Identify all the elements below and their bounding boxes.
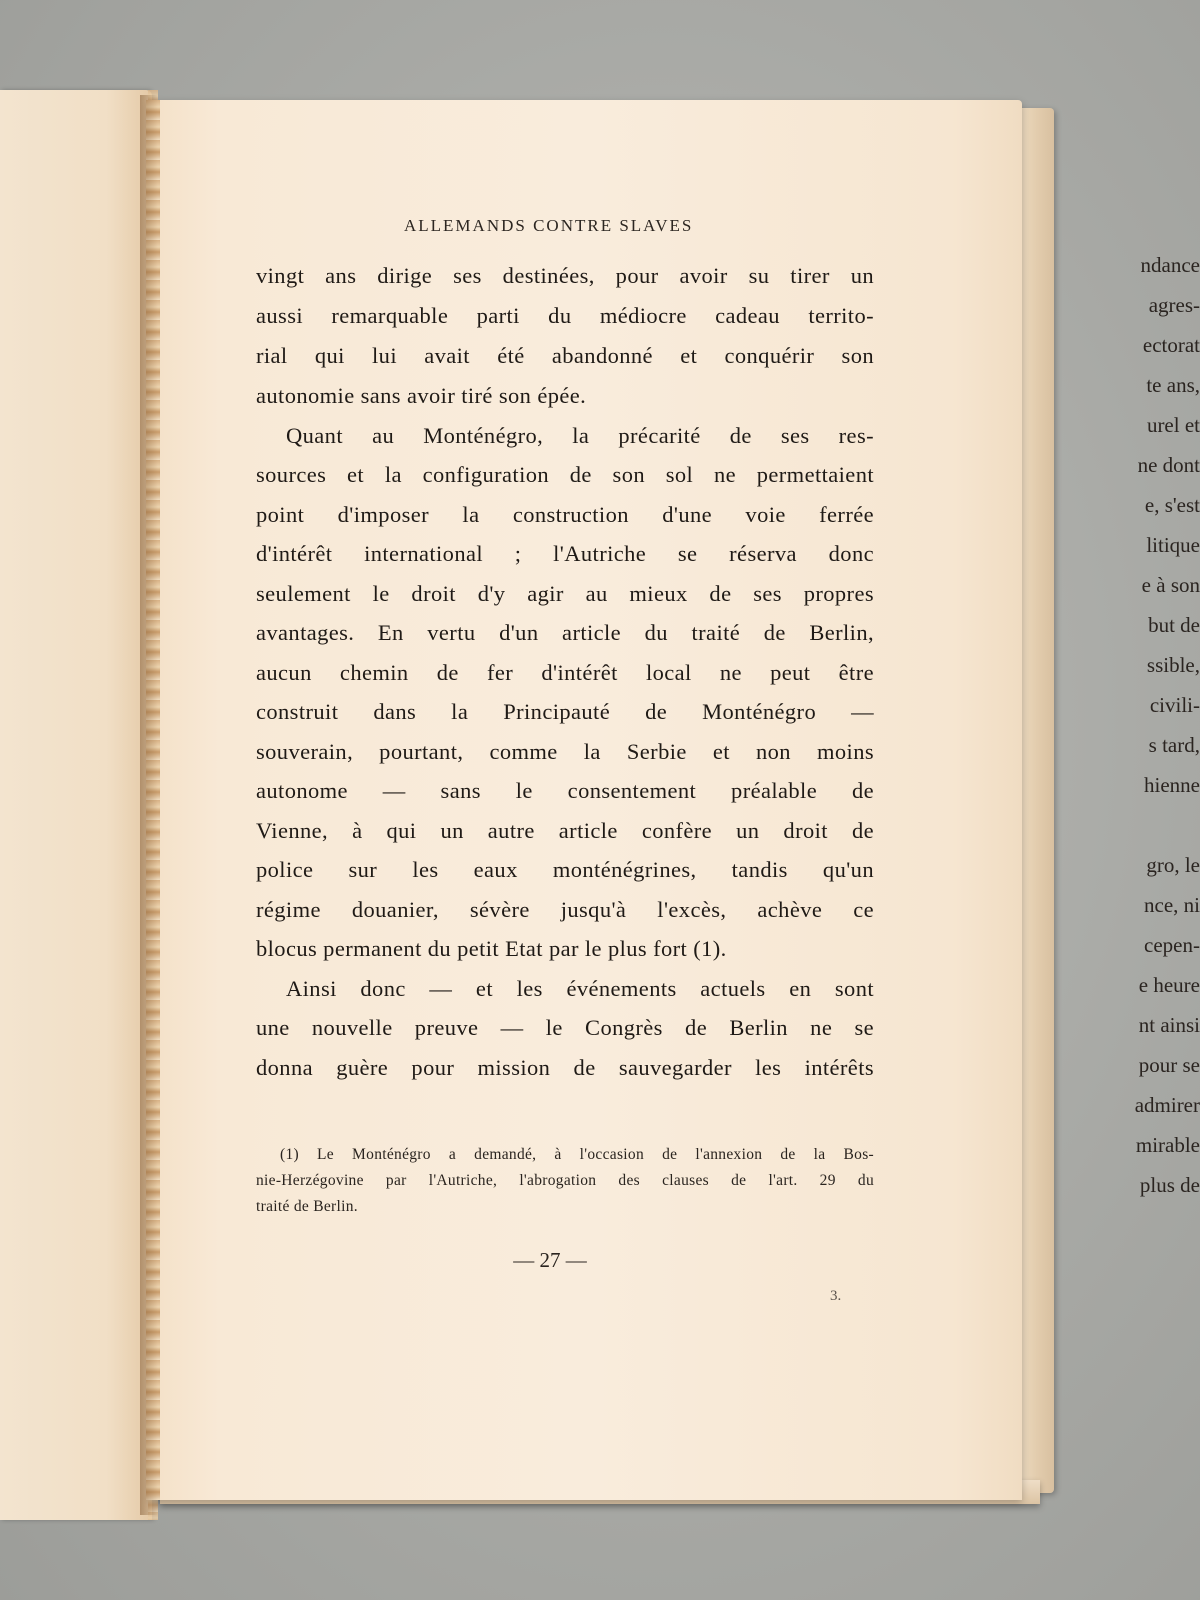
left-line: hienne	[1144, 773, 1200, 797]
left-line: admirer	[1134, 1093, 1200, 1117]
body-line: police sur les eaux monténégrines, tandis qu'un	[256, 857, 874, 882]
page-stack-edge-right	[1018, 108, 1054, 1493]
body-line: blocus permanent du petit Etat par le plus fort (1).	[256, 936, 727, 961]
left-line: pour se	[1138, 1053, 1200, 1077]
left-line: nt ainsi	[1138, 1013, 1200, 1037]
body-line: vingt ans dirige ses destinées, pour avoir su tirer un	[256, 263, 874, 288]
body-line: construit dans la Principauté de Monténégro —	[256, 699, 874, 724]
left-line: urel et	[1146, 413, 1200, 437]
body-line: Quant au Monténégro, la précarité de ses res-	[286, 423, 874, 448]
gutter-shadow	[140, 95, 158, 1515]
left-line: e, s'est	[1144, 493, 1200, 517]
left-line: plus de	[1139, 1173, 1200, 1197]
left-line: te ans,	[1146, 373, 1200, 397]
left-line: gro, le	[1146, 853, 1200, 877]
body-line: aucun chemin de fer d'intérêt local ne peut être	[256, 660, 874, 685]
left-line: mirable	[1135, 1133, 1200, 1157]
left-line: nce, ni	[1144, 893, 1200, 917]
body-line: seulement le droit d'y agir au mieux de ses propres	[256, 581, 874, 606]
left-line: e à son	[1141, 573, 1200, 597]
body-line: point d'imposer la construction d'une voie ferrée	[256, 502, 874, 527]
left-line: ndance	[1140, 253, 1200, 277]
left-page	[0, 90, 152, 1520]
left-line: s tard,	[1148, 733, 1200, 757]
left-line: agres-	[1148, 293, 1200, 317]
left-line: cepen-	[1144, 933, 1200, 957]
body-line: souverain, pourtant, comme la Serbie et non moins	[256, 739, 874, 764]
footnote-line: (1) Le Monténégro a demandé, à l'occasion de l'annexion de la Bos-	[280, 1146, 874, 1163]
body-line: Ainsi donc — et les événements actuels en sont	[286, 976, 874, 1001]
body-line: donna guère pour mission de sauvegarder les intérêts	[256, 1055, 874, 1080]
body-line: régime douanier, sévère jusqu'à l'excès, achève ce	[256, 897, 874, 922]
body-line: une nouvelle preuve — le Congrès de Berlin ne se	[256, 1015, 874, 1040]
body-line: avantages. En vertu d'un article du traité de Berlin,	[256, 620, 874, 645]
left-line: ectorat	[1142, 333, 1200, 357]
body-line: autonomie sans avoir tiré son épée.	[256, 383, 587, 408]
signature-mark: 3.	[830, 1288, 842, 1304]
body-line: d'intérêt international ; l'Autriche se réserva donc	[256, 541, 874, 566]
left-line: litique	[1146, 533, 1200, 557]
body-line: Vienne, à qui un autre article confère un droit de	[256, 818, 874, 843]
body-line: sources et la configuration de son sol ne permettaient	[256, 462, 874, 487]
left-line: e heure	[1138, 973, 1200, 997]
body-line: aussi remarquable parti du médiocre cadeau territo-	[256, 303, 874, 328]
left-line: ssible,	[1146, 653, 1200, 677]
running-head: ALLEMANDS CONTRE SLAVES	[404, 216, 694, 235]
footnote-line: traité de Berlin.	[256, 1198, 358, 1215]
body-line: rial qui lui avait été abandonné et conquérir son	[256, 343, 874, 368]
left-line: civili-	[1149, 693, 1200, 717]
left-line: ne dont	[1137, 453, 1200, 477]
left-line: but de	[1148, 613, 1200, 637]
page-number: — 27 —	[513, 1248, 587, 1272]
body-line: autonome — sans le consentement préalable de	[256, 778, 874, 803]
footnote-line: nie-Herzégovine par l'Autriche, l'abrogation des clauses de l'art. 29 du	[256, 1172, 874, 1189]
